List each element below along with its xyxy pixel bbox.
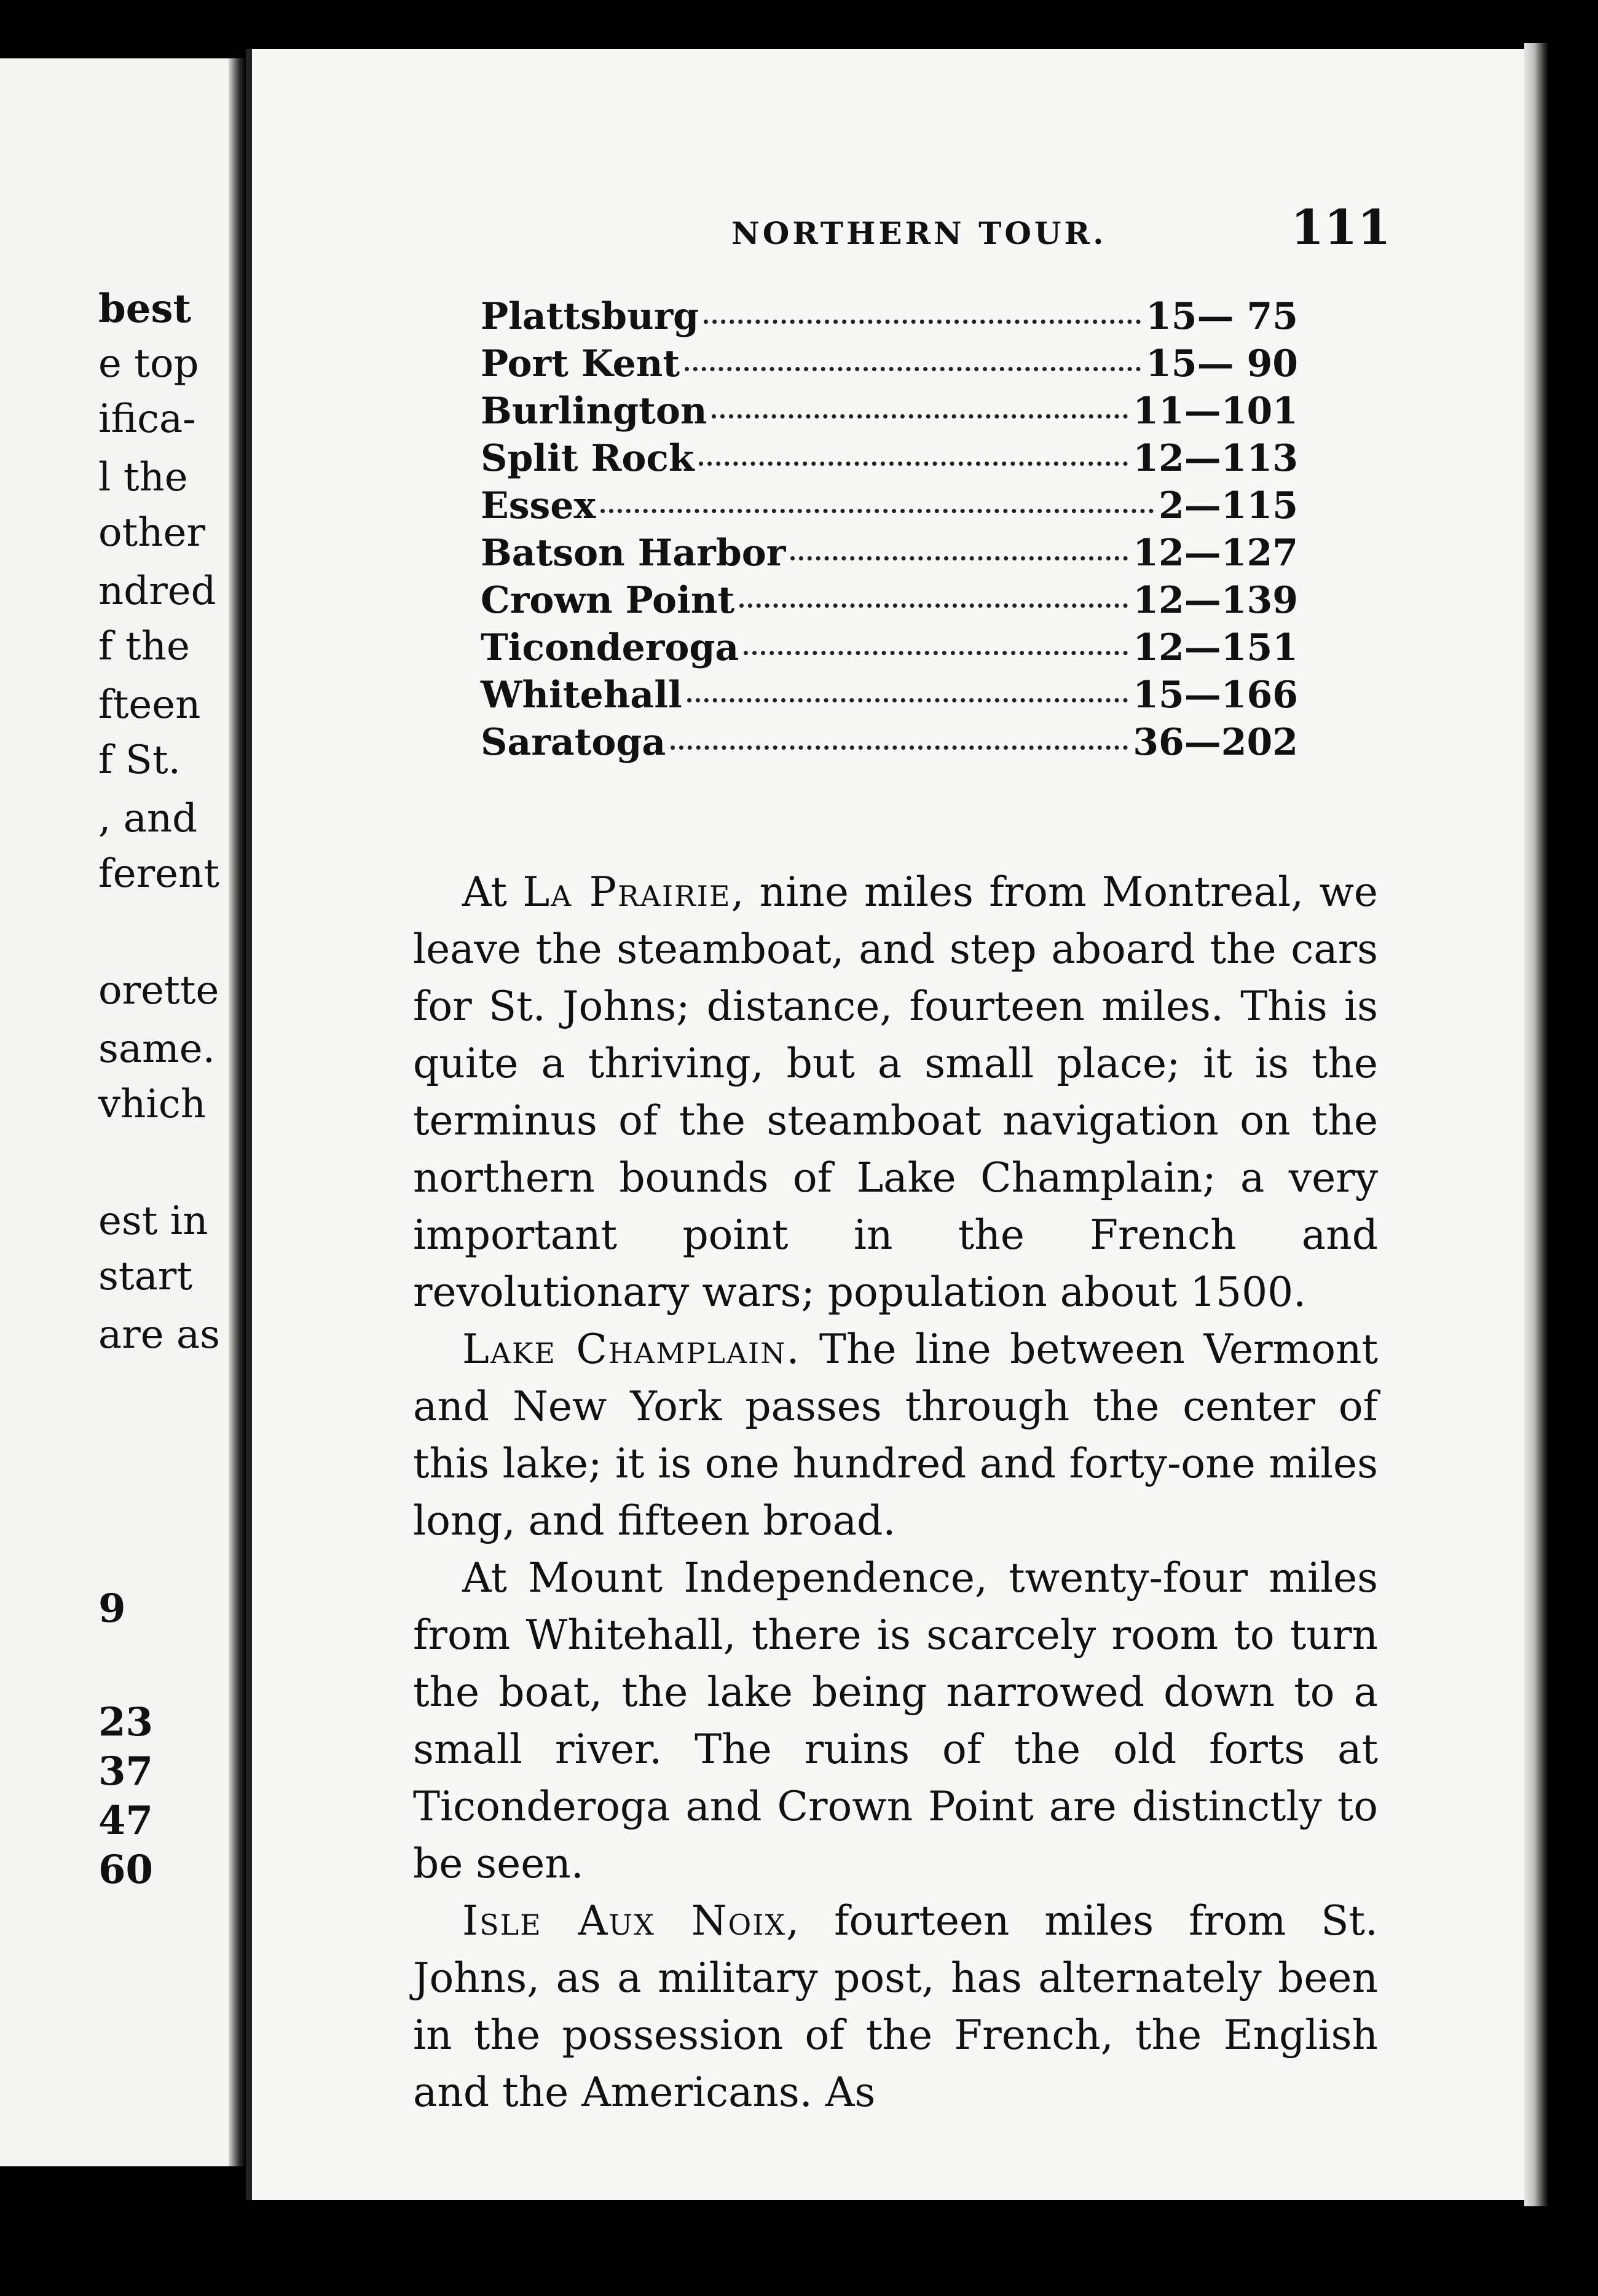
- left-page-line: f St.: [98, 737, 181, 783]
- leader-dots: [600, 509, 1154, 513]
- page-edge: [1524, 43, 1549, 2206]
- mileage: 15—166: [1133, 674, 1298, 717]
- left-page-line: , and: [98, 796, 198, 841]
- left-page-line: 9: [98, 1586, 126, 1632]
- place-name: Burlington: [481, 390, 707, 433]
- paragraph-lake-champlain: [413, 1321, 1378, 1549]
- paragraph-text: , fourteen miles from St. Johns, as a military post, has alternately been in the possession of the French, the English and the Americans. As: [413, 1897, 1378, 2116]
- body-text: [413, 863, 1378, 2121]
- place-name: Saratoga: [481, 721, 666, 764]
- paragraph-la-prairie: [413, 863, 1378, 1321]
- right-page: [246, 49, 1530, 2200]
- leader-dots: [712, 414, 1128, 419]
- leader-dots: [739, 603, 1128, 608]
- leader-dots: [687, 698, 1128, 702]
- left-page-line: best: [98, 286, 192, 332]
- distance-row: [481, 295, 1298, 342]
- mileage: 15— 90: [1146, 342, 1298, 385]
- mileage: 12—151: [1133, 626, 1298, 669]
- left-page-line: e top: [98, 341, 199, 387]
- mileage: 12—127: [1133, 532, 1298, 575]
- mileage: 36—202: [1133, 721, 1298, 764]
- mileage: 2—115: [1159, 484, 1298, 527]
- place-name: Essex: [481, 484, 596, 527]
- left-page-line: l the: [98, 455, 188, 500]
- place-name-la-prairie: La Prairie: [522, 868, 731, 916]
- left-page-line: 47: [98, 1798, 154, 1844]
- place-name-isle-aux-noix: Isle Aux Noix: [462, 1897, 787, 1944]
- left-page-line: 37: [98, 1748, 154, 1795]
- place-name: Whitehall: [481, 674, 682, 717]
- leader-dots: [685, 367, 1141, 371]
- place-name-lake-champlain: Lake Champlain.: [462, 1326, 801, 1373]
- leader-dots: [671, 745, 1128, 750]
- place-name: Crown Point: [481, 579, 735, 622]
- left-page-fragment: [0, 58, 246, 2166]
- left-page-line: est in: [98, 1198, 208, 1244]
- paragraph-mount-independence: At Mount Independence, twenty-four miles from Whitehall, there is scarcely room to turn the boat, the lake being narrowed down to a small river. The ruins of the old forts at Ticonderoga and Crown Point are distinctly to be seen.: [413, 1554, 1378, 1887]
- distance-row: [481, 674, 1298, 721]
- left-page-line: 23: [98, 1699, 154, 1745]
- paragraph-lead: At: [462, 868, 523, 916]
- paragraph-isle-aux-noix: [413, 1892, 1378, 2121]
- paragraph-text: , nine miles from Montreal, we leave the steamboat, and step aboard the cars for St. Johns; distance, fourteen miles. This is quite a thriving, but a small place; it is the terminus of the steamboat navigation on the northern bounds of Lake Champlain; a very important point in the French and revolutionary wars; population about 1500.: [413, 868, 1378, 1316]
- left-page-line: same.: [98, 1026, 215, 1072]
- mileage: 11—101: [1133, 390, 1298, 433]
- distance-row: [481, 626, 1298, 674]
- left-page-line: vhich: [98, 1082, 206, 1127]
- left-page-line: 60: [98, 1847, 154, 1893]
- distance-row: [481, 484, 1298, 532]
- left-page-line: start: [98, 1254, 193, 1299]
- mileage: 12—113: [1133, 437, 1298, 480]
- page-number: 111: [1291, 200, 1391, 256]
- left-page-line: ndred: [98, 568, 216, 614]
- leader-dots: [699, 462, 1128, 466]
- left-page-line: ifica-: [98, 396, 196, 442]
- left-page-line: are as: [98, 1312, 220, 1358]
- left-page-line: fteen: [98, 682, 201, 728]
- book-gutter: [229, 58, 246, 2166]
- leader-dots: [790, 556, 1128, 560]
- place-name: Ticonderoga: [481, 626, 739, 669]
- mileage: 15— 75: [1146, 295, 1298, 338]
- mileage: 12—139: [1133, 579, 1298, 622]
- distance-table: [481, 295, 1298, 768]
- distance-row: [481, 579, 1298, 626]
- place-name: Plattsburg: [481, 295, 699, 338]
- left-page-line: orette: [98, 968, 219, 1013]
- leader-dots: [704, 320, 1141, 324]
- distance-row: [481, 532, 1298, 579]
- leader-dots: [744, 651, 1128, 655]
- distance-row: [481, 342, 1298, 390]
- distance-row: [481, 390, 1298, 437]
- left-page-line: ferent: [98, 851, 219, 897]
- place-name: Batson Harbor: [481, 532, 786, 575]
- running-head: NORTHERN TOUR.: [731, 215, 1107, 251]
- left-page-line: other: [98, 510, 205, 556]
- place-name: Port Kent: [481, 342, 680, 385]
- distance-row: [481, 437, 1298, 484]
- left-page-line: f the: [98, 624, 190, 669]
- paragraph-text: The line between Vermont and New York passes through the center of this lake; it is one hundred and forty-one miles long, and fifteen broad.: [413, 1326, 1379, 1544]
- place-name: Split Rock: [481, 437, 695, 480]
- distance-row: [481, 721, 1298, 768]
